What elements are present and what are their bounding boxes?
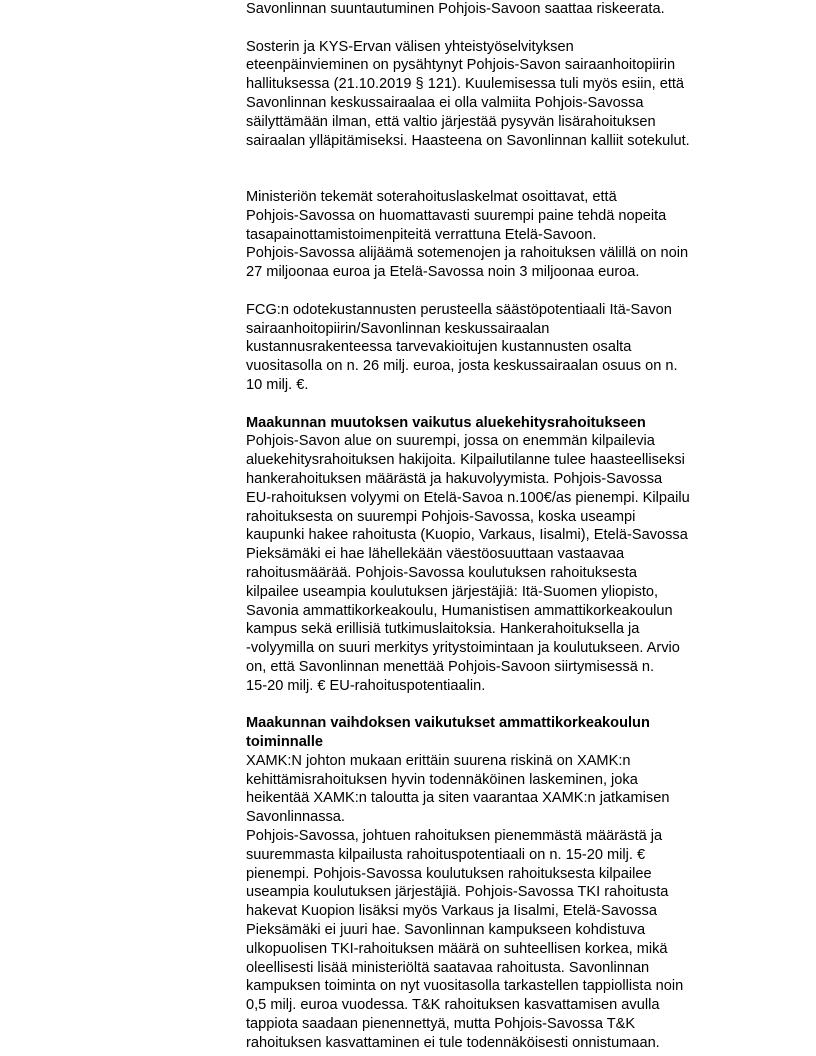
text-line: heikentää XAMK:n taloutta ja siten vaarantaa XAMK:n jatkamisen bbox=[246, 790, 670, 807]
text-line: Pieksämäki ei juuri hae. Savonlinnan kampukseen kohdistuva bbox=[246, 922, 646, 939]
text-line: Pohjois-Savossa on huomattavasti suurempi paine tehdä nopeita bbox=[246, 207, 667, 224]
section-heading-university-of-applied-sciences bbox=[246, 714, 766, 752]
text-line: sairaalan ylläpitämiseksi. Haasteena on Savonlinnan kalliit sotekulut. bbox=[246, 132, 690, 149]
text-line: Pohjois-Savossa alijäämä sotemenojen ja rahoituksen välillä on noin bbox=[246, 245, 689, 262]
text-line: EU-rahoituksen volyymi on Etelä-Savoa n.100€/as pienempi. Kilpailu bbox=[246, 489, 690, 506]
paragraph-fcg-savings bbox=[246, 301, 766, 395]
text-line: Sosterin ja KYS-Ervan välisen yhteistyöselvityksen bbox=[246, 38, 574, 55]
text-line: kampuksen toiminta on nyt vuositasolla tarkastellen tappiollista noin bbox=[246, 978, 684, 995]
text-line: on, että Savonlinnan menettää Pohjois-Savoon siirtymisessä n. bbox=[246, 658, 655, 675]
paragraph-xamk-impacts bbox=[246, 752, 766, 1053]
text-line: Pieksämäki ei hae lähellekään väestöosuuttaan vastaavaa bbox=[246, 546, 625, 563]
text-line: sairaanhoitopiirin/Savonlinnan keskussairaalan bbox=[246, 320, 550, 337]
heading-line: toiminnalle bbox=[246, 734, 324, 751]
text-line: 15-20 milj. € EU-rahoituspotentiaalin. bbox=[246, 677, 486, 694]
section-heading-regional-development bbox=[246, 414, 766, 433]
text-line: 10 milj. €. bbox=[246, 376, 309, 393]
text-line: -volyymilla on suuri merkitys yritystoimintaan ja koulutukseen. Arvio bbox=[246, 640, 680, 657]
document-page bbox=[246, 0, 766, 1053]
text-line: kampus sekä erillisiä tutkimuslaitoksia. Hankerahoituksella ja bbox=[246, 621, 640, 638]
text-line: Pohjois-Savon alue on suurempi, jossa on enemmän kilpailevia bbox=[246, 433, 655, 450]
text-line: hakevat Kuopion lisäksi myös Varkaus ja Iisalmi, Etelä-Savossa bbox=[246, 903, 657, 920]
heading-line: Maakunnan vaihdoksen vaikutukset ammattikorkeakoulun bbox=[246, 715, 650, 732]
text-line: XAMK:N johton mukaan erittäin suurena riskinä on XAMK:n bbox=[246, 752, 631, 769]
text-line: 27 miljoonaa euroa ja Etelä-Savossa noin 3 miljoonaa euroa. bbox=[246, 264, 640, 281]
text-line: Savonia ammattikorkeakoulu, Humanistisen ammattikorkeakoulun bbox=[246, 602, 673, 619]
text-line: Ministeriön tekemät soterahoituslaskelmat osoittavat, että bbox=[246, 188, 617, 205]
heading-line: Maakunnan muutoksen vaikutus aluekehitysrahoitukseen bbox=[246, 414, 646, 431]
text-line: Savonlinnan keskussairaalaa ei olla valmiita Pohjois-Savossa bbox=[246, 94, 644, 111]
paragraph-regional-development bbox=[246, 432, 766, 695]
text-line: suuremmasta kilpailusta rahoituspotentiaali on n. 15-20 milj. € bbox=[246, 846, 646, 863]
text-line: vuositasolla on n. 26 milj. euroa, josta keskussairaalan osuus on n. bbox=[246, 358, 678, 375]
text-line: rahoituksen kasvattaminen ei tule todennäköisesti onnistumaan. bbox=[246, 1034, 660, 1051]
text-line: eteenpäinvieminen on pysähtynyt Pohjois-Savon sairaanhoitopiirin bbox=[246, 57, 676, 74]
text-line: kustannusrakenteessa tarvevakioitujen kustannusten osalta bbox=[246, 339, 632, 356]
text-line: hankerahoituksen määrästä ja hakuvolyymista. Pohjois-Savossa bbox=[246, 470, 663, 487]
text-line: rahoituksesta on suurempi Pohjois-Savossa, koska useampi bbox=[246, 508, 636, 525]
text-line: kehittämisrahoituksen hyvin todennäköinen laskeminen, joka bbox=[246, 771, 638, 788]
paragraph-ministry-calculations bbox=[246, 188, 766, 282]
text-line: useampia koulutuksen järjestäjiä. Pohjois-Savossa TKI rahoitusta bbox=[246, 884, 669, 901]
text-line: hallituksessa (21.10.2019 § 121). Kuulemisessa tuli myös esiin, että bbox=[246, 76, 685, 93]
text-line: oleellisesti lisää ministeriöltä saatavaa rahoitusta. Savonlinnan bbox=[246, 959, 650, 976]
text-line: Savonlinnan suuntautuminen Pohjois-Savoon saattaa riskeerata. bbox=[246, 1, 665, 17]
text-line: Pohjois-Savossa, johtuen rahoituksen pienemmästä määrästä ja bbox=[246, 828, 663, 845]
text-line: kilpailee useampia koulutuksen järjestäjiä: Itä-Suomen yliopisto, bbox=[246, 583, 659, 600]
text-line: pienempi. Pohjois-Savossa koulutuksen rahoituksesta kilpailee bbox=[246, 865, 652, 882]
text-line: rahoitusmäärää. Pohjois-Savossa koulutuksen rahoituksesta bbox=[246, 564, 638, 581]
text-line: kaupunki hakee rahoitusta (Kuopio, Varkaus, Iisalmi), Etelä-Savossa bbox=[246, 527, 688, 544]
paragraph-cooperation-study bbox=[246, 38, 766, 151]
paragraph-risk-intro bbox=[246, 0, 766, 19]
text-line: FCG:n odotekustannusten perusteella säästöpotentiaali Itä-Savon bbox=[246, 301, 672, 318]
text-line: Savonlinnassa. bbox=[246, 809, 345, 826]
text-line: tasapainottamistoimenpiteitä verrattuna Etelä-Savoon. bbox=[246, 226, 597, 243]
text-line: säilyttämään ilman, että valtio järjestää pysyvän lisärahoituksen bbox=[246, 113, 656, 130]
text-line: ulkopuolisen TKI-rahoituksen määrä on suhteellisen korkea, mikä bbox=[246, 940, 668, 957]
text-line: tappiota saadaan pienennettyä, mutta Pohjois-Savossa T&K bbox=[246, 1016, 636, 1033]
text-line: 0,5 milj. euroa vuodessa. T&K rahoituksen kasvattamisen avulla bbox=[246, 997, 660, 1014]
text-line: aluekehitysrahoituksen hakijoita. Kilpailutilanne tulee haasteelliseksi bbox=[246, 452, 685, 469]
